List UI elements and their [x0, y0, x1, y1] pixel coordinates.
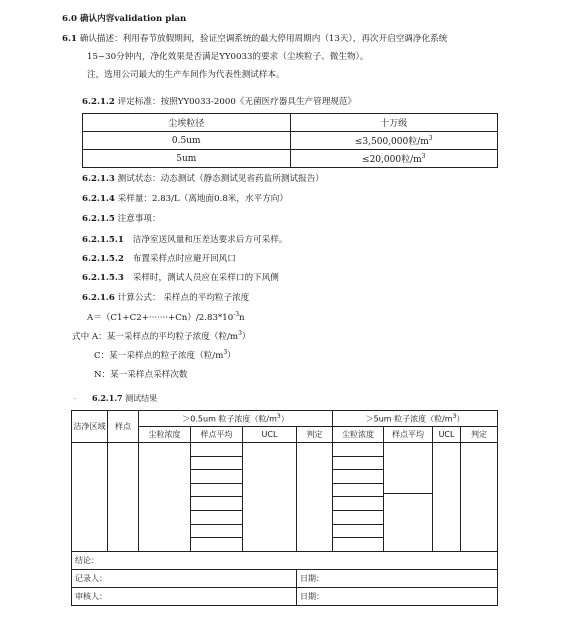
data-avg-cell[interactable]	[191, 443, 243, 552]
standard-table	[82, 113, 498, 168]
item-text: 评定标准：按照YY0033-2000《无菌医疗器具生产管理规范》	[117, 97, 357, 107]
item-6-1-line1	[62, 32, 447, 44]
reviewer-row	[72, 587, 498, 605]
item-6-2-1-7	[92, 393, 157, 404]
data-judge-cell[interactable]	[461, 443, 498, 552]
conclusion-row	[72, 551, 498, 569]
header-group-5um	[333, 411, 498, 427]
item-number: 6.2.1.6	[82, 293, 115, 303]
recorder-date-cell[interactable]: 日期：	[297, 569, 498, 587]
data-avg-cell[interactable]	[384, 443, 433, 552]
limit-exponent: 3	[428, 135, 433, 142]
data-dust-cell[interactable]	[333, 443, 384, 552]
group2-text: ＞5um 粒子浓度（粒/m	[365, 414, 453, 424]
sub-judge: 判定	[461, 427, 498, 443]
bullet-dot: .	[74, 394, 76, 401]
item-text: 采样量：2.83/L（离地面0.8米，水平方向）	[117, 194, 288, 204]
item-text: 洁净室送风量和压差达要求后方可采样。	[132, 235, 288, 245]
section-number: 6.0	[62, 14, 77, 24]
cell-limit	[290, 132, 498, 150]
sub-judge: 判定	[297, 427, 333, 443]
recorder-cell[interactable]: 记录人：	[72, 569, 297, 587]
cell-size: 0.5um	[83, 132, 291, 150]
group2-exponent: 3	[452, 412, 457, 420]
table-row	[83, 150, 498, 168]
data-ucl-cell[interactable]	[433, 443, 461, 552]
legend-a	[72, 330, 251, 342]
item-6-2-1-3	[82, 172, 324, 184]
legend-a-suffix: ）	[241, 332, 251, 342]
data-point-cell[interactable]	[108, 443, 139, 552]
legend-c-suffix: ）	[227, 351, 236, 361]
item-number: 6.2.1.2	[82, 97, 115, 107]
reviewer-date-cell[interactable]: 日期：	[297, 587, 498, 605]
result-header-row	[72, 411, 498, 427]
sub-dust-conc: 尘粒浓度	[333, 427, 384, 443]
legend-a-text: 式中 A：某一采样点的平均粒子浓度（粒/m	[72, 332, 239, 342]
sub-point-avg: 样点平均	[191, 427, 243, 443]
item-number: 6.2.1.5.1	[82, 235, 124, 245]
section-title: 确认内容validation plan	[79, 14, 187, 24]
conclusion-cell[interactable]: 结论：	[72, 551, 498, 569]
header-sample-point: 样点	[108, 411, 139, 443]
item-number: 6.2.1.4	[82, 194, 115, 204]
reviewer-cell[interactable]: 审核人：	[72, 587, 297, 605]
header-particle-size: 尘埃粒径	[83, 114, 291, 132]
item-6-1-number: 6.1	[62, 34, 77, 44]
formula-tail: n	[239, 313, 245, 323]
item-text: 测试状态：动态测试（静态测试见省药监所测试报告）	[117, 174, 324, 184]
item-6-1-line2: 15~30分钟内，净化效果是否满足YY0033的要求（尘埃粒子、微生物）。	[87, 52, 369, 62]
sub-ucl: UCL	[433, 427, 461, 443]
item-number: 6.2.1.5.2	[82, 254, 124, 264]
limit-exponent: 3	[421, 153, 426, 160]
legend-c-exponent: 3	[223, 349, 228, 357]
item-6-2-1-5-3	[82, 271, 279, 283]
sub-dust-conc: 尘粒浓度	[139, 427, 191, 443]
item-text: 测试结果	[125, 394, 158, 403]
header-class: 十万级	[290, 114, 498, 132]
group1-exponent: 3	[276, 412, 281, 420]
item-text: 采样时，测试人员应在采样口的下风侧	[132, 273, 279, 283]
formula	[87, 311, 245, 323]
table-header-row	[83, 114, 498, 132]
dust-subgrid	[333, 443, 383, 551]
group2-suffix: ）	[456, 414, 465, 424]
legend-a-exponent: 3	[238, 330, 242, 338]
item-6-2-1-5	[82, 212, 161, 224]
item-6-2-1-4	[82, 192, 288, 204]
item-number: 6.2.1.3	[82, 174, 115, 184]
recorder-row	[72, 569, 498, 587]
item-6-2-1-6	[82, 291, 249, 303]
cell-size: 5um	[83, 150, 291, 168]
item-6-1-text: 确认描述：利用春节放假期间，验证空调系统的最大停用周期内（13天），再次开启空调净化系统	[79, 34, 448, 44]
avg-subgrid	[191, 443, 242, 551]
item-6-2-1-2	[82, 95, 356, 107]
item-text: 计算公式： 采样点的平均粒子浓度	[117, 293, 250, 303]
sub-point-avg: 样点平均	[384, 427, 433, 443]
item-number: 6.2.1.5.3	[82, 273, 124, 283]
cell-limit	[290, 150, 498, 168]
group1-suffix: ）	[280, 414, 289, 424]
data-area-cell[interactable]	[72, 443, 108, 552]
limit-text: ≤20,000粒/m	[362, 155, 422, 165]
group1-text: ＞0.5um 粒子浓度（粒/m	[182, 414, 277, 424]
legend-c	[94, 349, 236, 361]
limit-text: ≤3,500,000粒/m	[354, 137, 429, 147]
item-6-1-note: 注，选用公司最大的生产车间作为代表性测试样本。	[87, 70, 285, 80]
result-table	[71, 410, 498, 606]
item-text: 注意事项：	[117, 214, 161, 224]
sub-ucl: UCL	[243, 427, 297, 443]
item-6-2-1-5-2	[82, 252, 236, 264]
data-dust-cell[interactable]	[139, 443, 191, 552]
item-text: 布置采样点时应避开回风口	[132, 254, 236, 264]
data-judge-cell[interactable]	[297, 443, 333, 552]
data-ucl-cell[interactable]	[243, 443, 297, 552]
formula-main: A＝（C1+C2+·······+Cn）/2.83*10	[87, 313, 234, 323]
item-number: 6.2.1.5	[82, 214, 115, 224]
section-heading	[62, 12, 186, 24]
legend-n: N：某一采样点采样次数	[94, 370, 188, 380]
item-6-2-1-5-1	[82, 233, 287, 245]
header-group-0-5um	[139, 411, 333, 427]
table-row	[83, 132, 498, 150]
formula-exponent: -3	[233, 311, 240, 319]
result-data-row	[72, 443, 498, 552]
legend-c-text: C：某一采样点的粒子浓度（粒/m	[94, 351, 224, 361]
item-number: 6.2.1.7	[92, 393, 123, 403]
header-clean-area: 洁净区域	[72, 411, 108, 443]
